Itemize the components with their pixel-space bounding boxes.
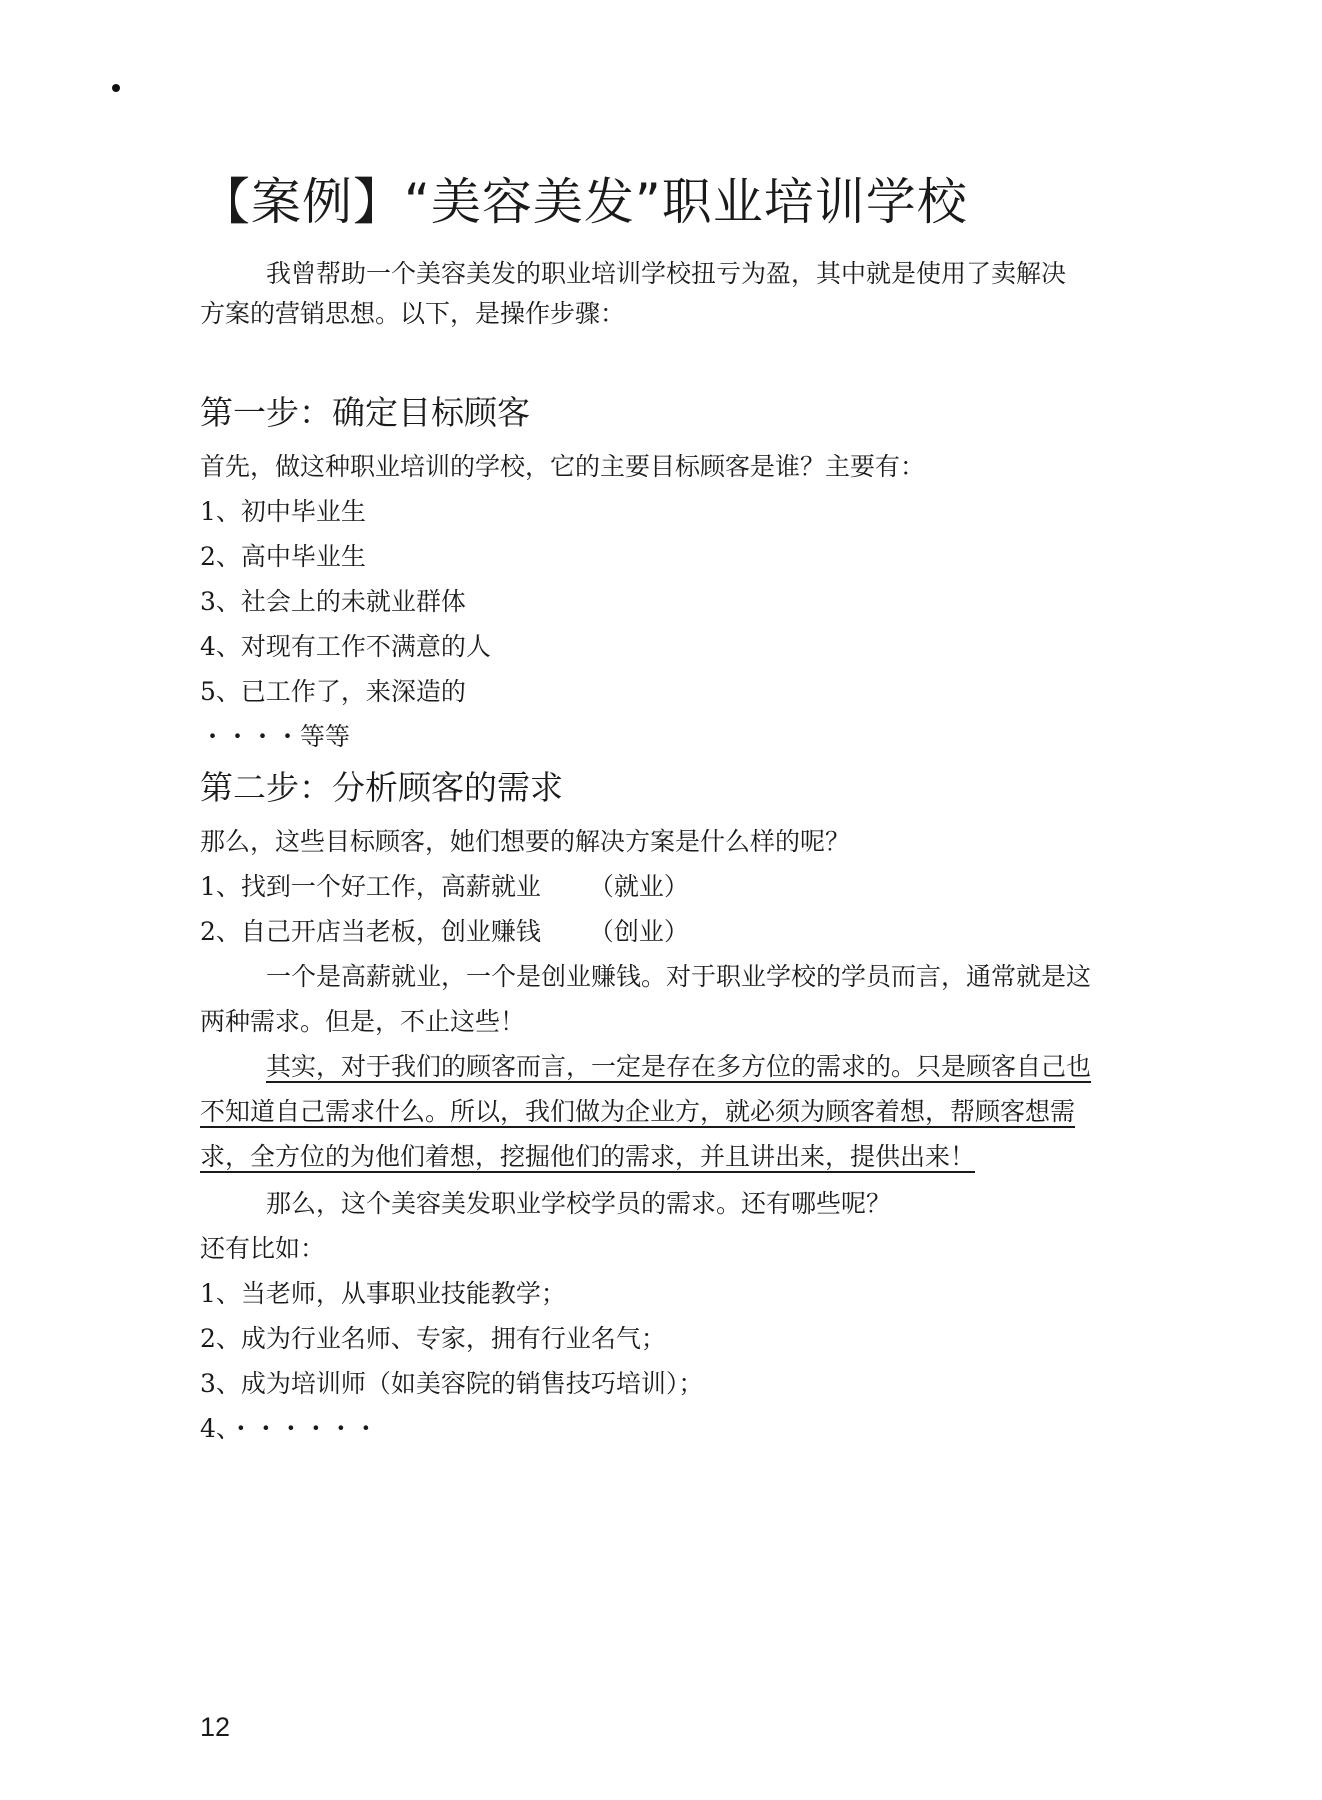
page-title: 【案例】“美容美发”职业培训学校: [200, 173, 968, 231]
para1-line-2: 两种需求。但是，不止这些！: [200, 1007, 526, 1036]
more-item-2: 2、成为行业名师、专家，拥有行业名气；: [200, 1324, 666, 1353]
more-item-1: 1、当老师，从事职业技能教学；: [200, 1279, 566, 1308]
step1-item-3: 3、社会上的未就业群体: [200, 587, 466, 616]
step2-heading: 第二步：分析顾客的需求: [200, 768, 563, 807]
step2-need-2: [200, 916, 689, 948]
need-2-text: 2、自己开店当老板，创业赚钱: [200, 917, 541, 946]
more-item-3: 3、成为培训师（如美容院的销售技巧培训）；: [200, 1369, 704, 1398]
underlined-para-line-2: [200, 1096, 1075, 1128]
step1-item-2: 2、高中毕业生: [200, 542, 366, 571]
para1-line-1: 一个是高薪就业，一个是创业赚钱。对于职业学校的学员而言，通常就是这: [266, 962, 1092, 991]
intro-line-1: 我曾帮助一个美容美发的职业培训学校扭亏为盈，其中就是使用了卖解决: [266, 259, 1067, 288]
need-2-tag: （创业）: [588, 917, 689, 946]
step1-item-4: 4、对现有工作不满意的人: [200, 632, 491, 661]
underlined-text-2: 不知道自己需求什么。所以，我们做为企业方，就必须为顾客着想，帮顾客想需: [200, 1097, 1076, 1126]
step2-need-1: [200, 871, 689, 903]
stray-dot-mark: [112, 84, 120, 92]
para2: 那么，这个美容美发职业学校学员的需求。还有哪些呢？: [266, 1189, 892, 1218]
more-item-4: 4、・・・・・・: [200, 1414, 379, 1443]
need-1-text: 1、找到一个好工作，高薪就业: [200, 872, 541, 901]
underlined-text-3: 求，全方位的为他们着想，挖掘他们的需求，并且讲出来，提供出来！: [200, 1142, 976, 1171]
page-number: 12: [200, 1712, 231, 1742]
need-1-tag: （就业）: [588, 872, 689, 901]
step1-item-1: 1、初中毕业生: [200, 497, 366, 526]
intro-line-2: 方案的营销思想。以下，是操作步骤：: [200, 299, 626, 328]
underlined-text-1: 其实，对于我们的顾客而言，一定是存在多方位的需求的。只是顾客自己也: [266, 1052, 1092, 1081]
step1-etc: ・・・・等等: [200, 722, 351, 751]
step2-question: 那么，这些目标顾客，她们想要的解决方案是什么样的呢？: [200, 827, 851, 856]
underlined-para-line-3: [200, 1141, 975, 1173]
step1-item-5: 5、已工作了，来深造的: [200, 677, 466, 706]
step1-question: 首先，做这种职业培训的学校，它的主要目标顾客是谁？主要有：: [200, 452, 926, 481]
more-label: 还有比如：: [200, 1234, 326, 1263]
underlined-para-line-1: [200, 1051, 1091, 1083]
step1-heading: 第一步：确定目标顾客: [200, 393, 530, 432]
